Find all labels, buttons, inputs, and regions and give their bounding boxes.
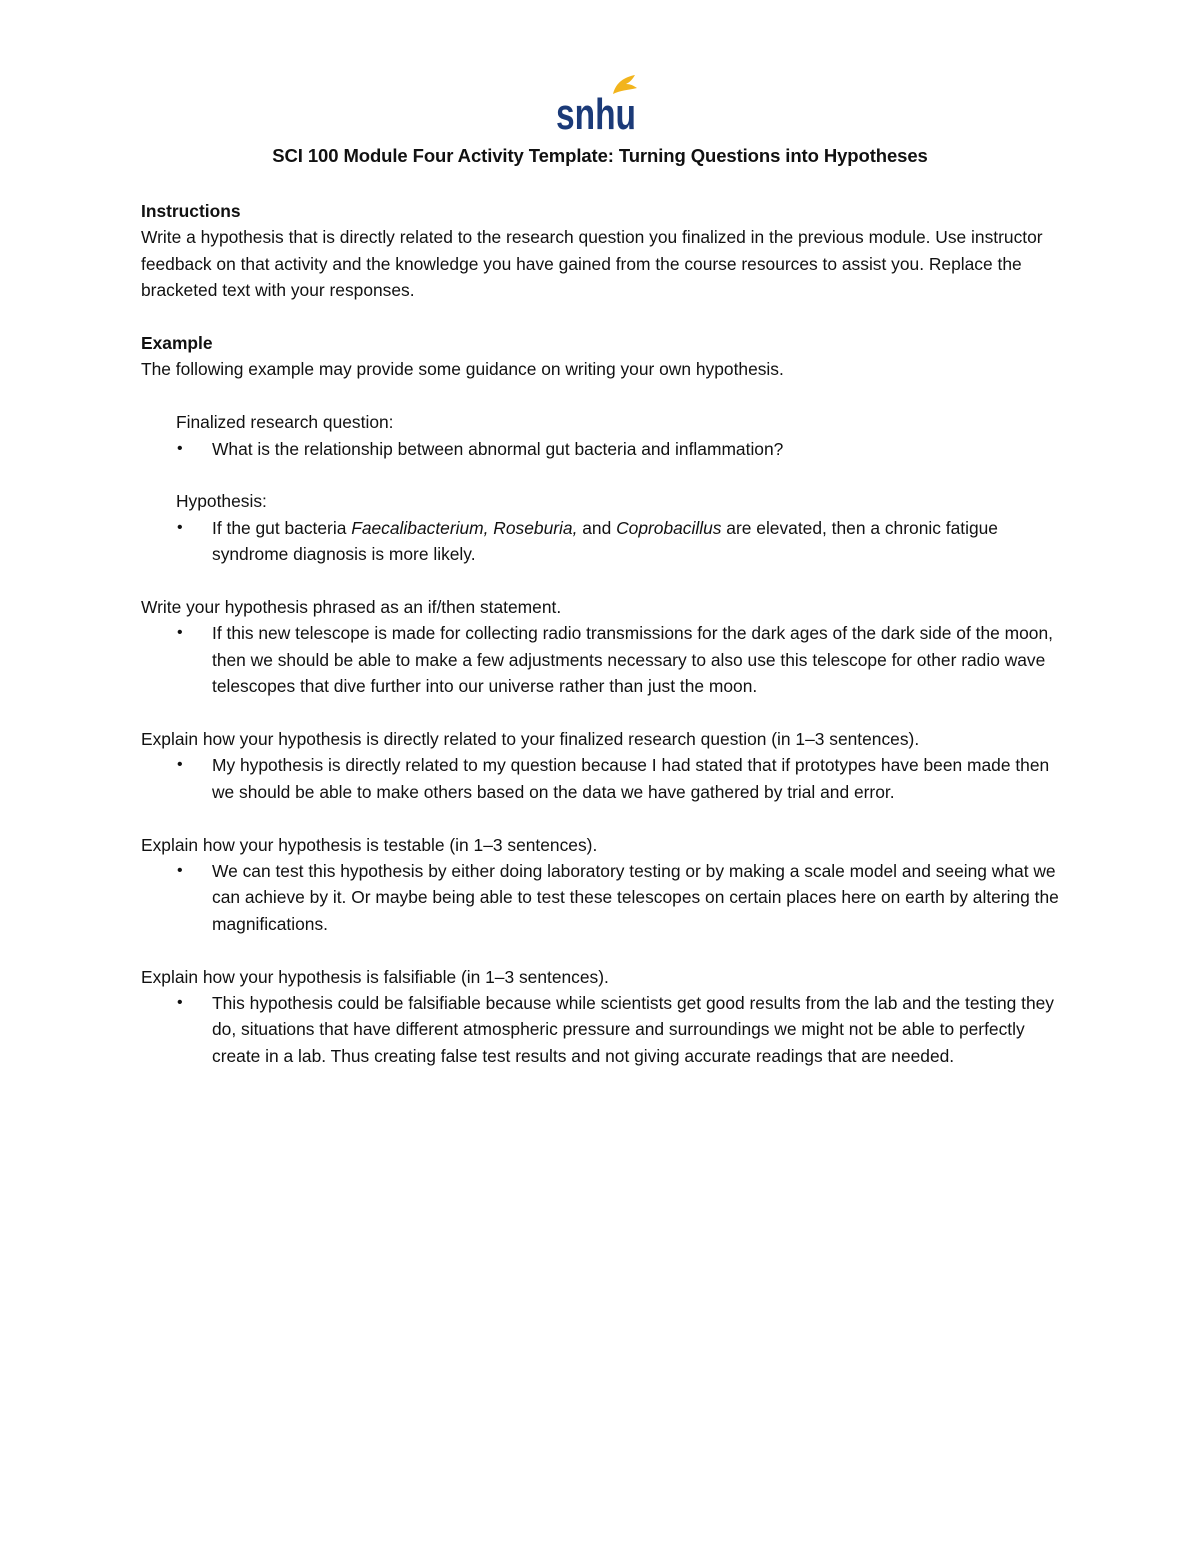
question-prompt: Write your hypothesis phrased as an if/then statement. xyxy=(141,597,562,618)
list-item xyxy=(176,620,1071,699)
answer-text: My hypothesis is directly related to my question because I had stated that if prototypes have been made then we should be able to make others based on the data we have gathered by trial and error. xyxy=(212,755,1050,802)
bullet-icon: • xyxy=(177,439,183,457)
instructions-text: Write a hypothesis that is directly related to the research question you finalized in the previous module. Use instructor feedback on that activity and the knowledge you have gained from the course resources to assist you. Replace the bracketed text with your responses. xyxy=(141,227,1043,301)
answer-text: If this new telescope is made for collecting radio transmissions for the dark ages of the dark side of the moon, then we should be able to make a few adjustments necessary to also use this telescope for other radio wave telescopes that dive further into our universe rather than just the moon. xyxy=(212,623,1053,697)
logo-wordmark: snhu xyxy=(556,90,636,139)
answer-list xyxy=(141,858,1071,937)
snhu-logo xyxy=(553,74,643,139)
bullet-icon: • xyxy=(177,862,183,880)
question-prompt: Explain how your hypothesis is directly related to your finalized research question (in 1–3 sentences). xyxy=(141,729,920,750)
question-prompt: Explain how your hypothesis is falsifiable (in 1–3 sentences). xyxy=(141,966,609,987)
example-hypothesis-list xyxy=(141,515,1071,568)
example-heading: Example xyxy=(141,333,213,354)
list-item xyxy=(176,990,1071,1069)
list-item xyxy=(176,752,1071,805)
answer-text: We can test this hypothesis by either doing laboratory testing or by making a scale model and seeing what we can achieve by it. Or maybe being able to test these telescopes on certain places here on earth by altering the magnifications. xyxy=(212,861,1059,934)
example-hypothesis-part: are elevated, then a chronic fatigue syndrome diagnosis is more likely. xyxy=(212,517,998,565)
instructions-heading: Instructions xyxy=(141,201,241,221)
question-label: Finalized research question: xyxy=(176,412,394,433)
question-prompt: Explain how your hypothesis is testable (in 1–3 sentences). xyxy=(141,834,598,855)
document-title: SCI 100 Module Four Activity Template: Turning Questions into Hypotheses xyxy=(272,145,928,166)
snhu-logo-graphic xyxy=(553,74,643,139)
list-item xyxy=(176,436,1071,462)
bullet-icon: • xyxy=(177,994,183,1012)
example-hypothesis-part: and xyxy=(577,517,617,538)
document-body xyxy=(141,198,1071,1069)
example-intro: The following example may provide some guidance on writing your own hypothesis. xyxy=(141,359,784,380)
bullet-icon: • xyxy=(177,518,183,536)
answer-list xyxy=(141,620,1071,699)
hypothesis-label: Hypothesis: xyxy=(176,491,267,512)
bacteria-names: Faecalibacterium, Roseburia, xyxy=(351,517,578,538)
list-item xyxy=(176,858,1071,937)
answer-list xyxy=(141,990,1071,1069)
bullet-icon: • xyxy=(177,624,183,642)
example-question-text: What is the relationship between abnormal gut bacteria and inflammation? xyxy=(212,438,784,459)
answer-list xyxy=(141,752,1071,805)
example-question-list xyxy=(141,436,1071,462)
bacteria-name: Coprobacillus xyxy=(616,517,722,538)
answer-text: This hypothesis could be falsifiable because while scientists get good results from the lab and the testing they do, situations that have different atmospheric pressure and surroundings we might not be able to perfectly create in a lab. Thus creating false test results and not giving accurate readings that are needed. xyxy=(212,993,1054,1066)
list-item xyxy=(176,515,1071,568)
bullet-icon: • xyxy=(177,756,183,774)
example-hypothesis-part: If the gut bacteria xyxy=(212,517,352,538)
